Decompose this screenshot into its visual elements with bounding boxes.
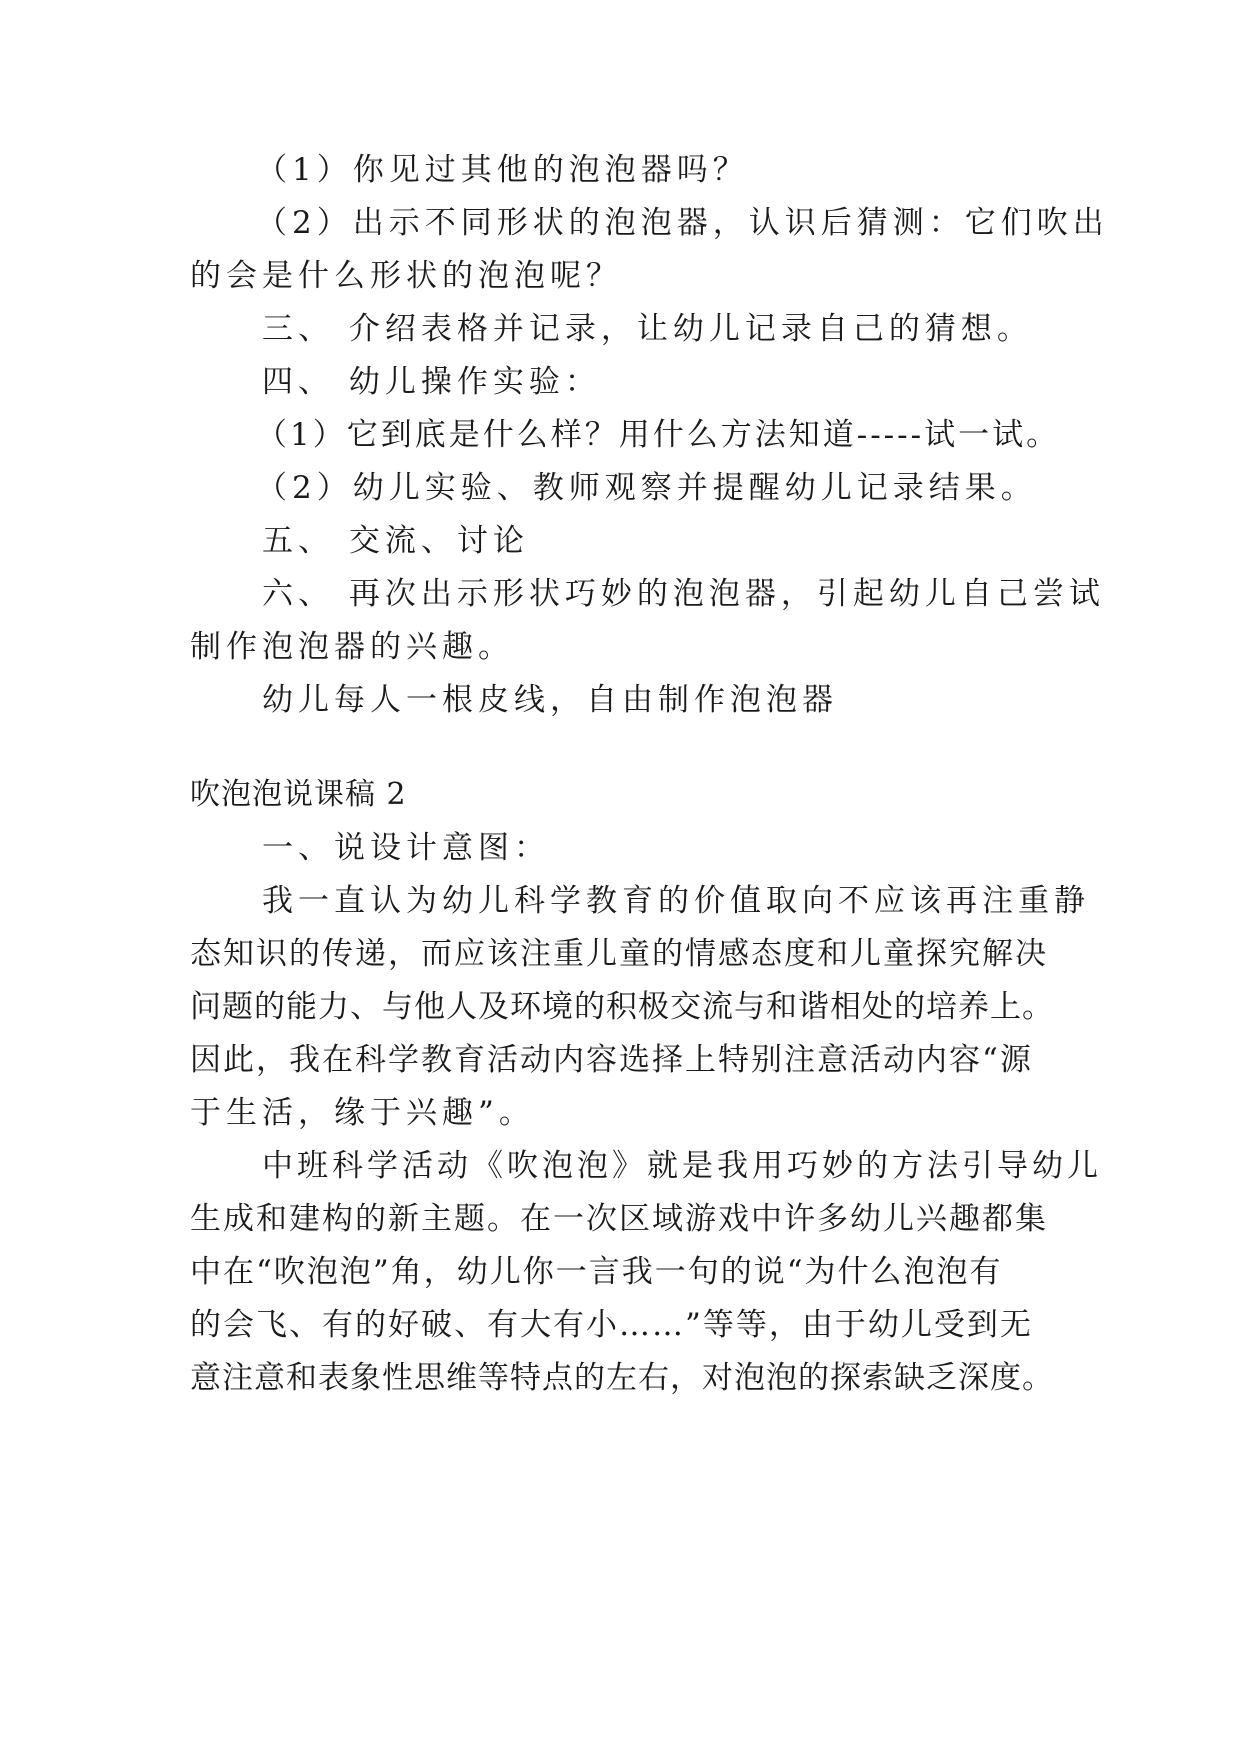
step-2-question: （2）出示不同形状的泡泡器，认识后猜测：它们吹出 [256,205,1109,241]
paragraph-1-line-4: 因此，我在科学教育活动内容选择上特别注意活动内容“源 [190,1042,1033,1078]
section-four-item-1: （1）它到底是什么样？用什么方法知道-----试一试。 [256,417,1061,453]
paragraph-1-line-1: 我一直认为幼儿科学教育的价值取向不应该再注重静 [262,883,1090,919]
materials-note: 幼儿每人一根皮线，自由制作泡泡器 [262,682,838,718]
section-five: 五、 交流、讨论 [262,523,529,559]
section-three: 三、 介绍表格并记录，让幼儿记录自己的猜想。 [262,311,1033,347]
document-title: 吹泡泡说课稿 2 [190,777,407,812]
step-1-question: （1）你见过其他的泡泡器吗？ [256,152,749,188]
section-four-item-2: （2）幼儿实验、教师观察并提醒幼儿记录结果。 [256,470,1037,506]
paragraph-2-line-4: 的会飞、有的好破、有大有小……”等等，由于幼儿受到无 [190,1307,1033,1343]
paragraph-1-line-3: 问题的能力、与他人及环境的积极交流与和谐相处的培养上。 [190,989,1054,1025]
paragraph-2-line-1: 中班科学活动《吹泡泡》就是我用巧妙的方法引导幼儿 [262,1148,1102,1184]
paragraph-2-line-5: 意注意和表象性思维等特点的左右，对泡泡的探索缺乏深度。 [190,1360,1054,1396]
paragraph-2-line-3: 中在“吹泡泡”角，幼儿你一言我一句的说“为什么泡泡有 [190,1254,1003,1290]
section-one-heading: 一、说设计意图： [262,830,550,866]
section-six: 六、 再次出示形状巧妙的泡泡器，引起幼儿自己尝试 [262,576,1105,612]
paragraph-1-line-5: 于生活，缘于兴趣”。 [190,1095,535,1131]
section-six-cont: 制作泡泡器的兴趣。 [190,629,514,665]
section-four: 四、 幼儿操作实验： [262,364,601,400]
paragraph-1-line-2: 态知识的传递，而应该注重儿童的情感态度和儿童探究解决 [190,936,1048,972]
paragraph-2-line-2: 生成和建构的新主题。在一次区域游戏中许多幼儿兴趣都集 [190,1201,1048,1237]
step-2-question-cont: 的会是什么形状的泡泡呢？ [190,258,622,294]
